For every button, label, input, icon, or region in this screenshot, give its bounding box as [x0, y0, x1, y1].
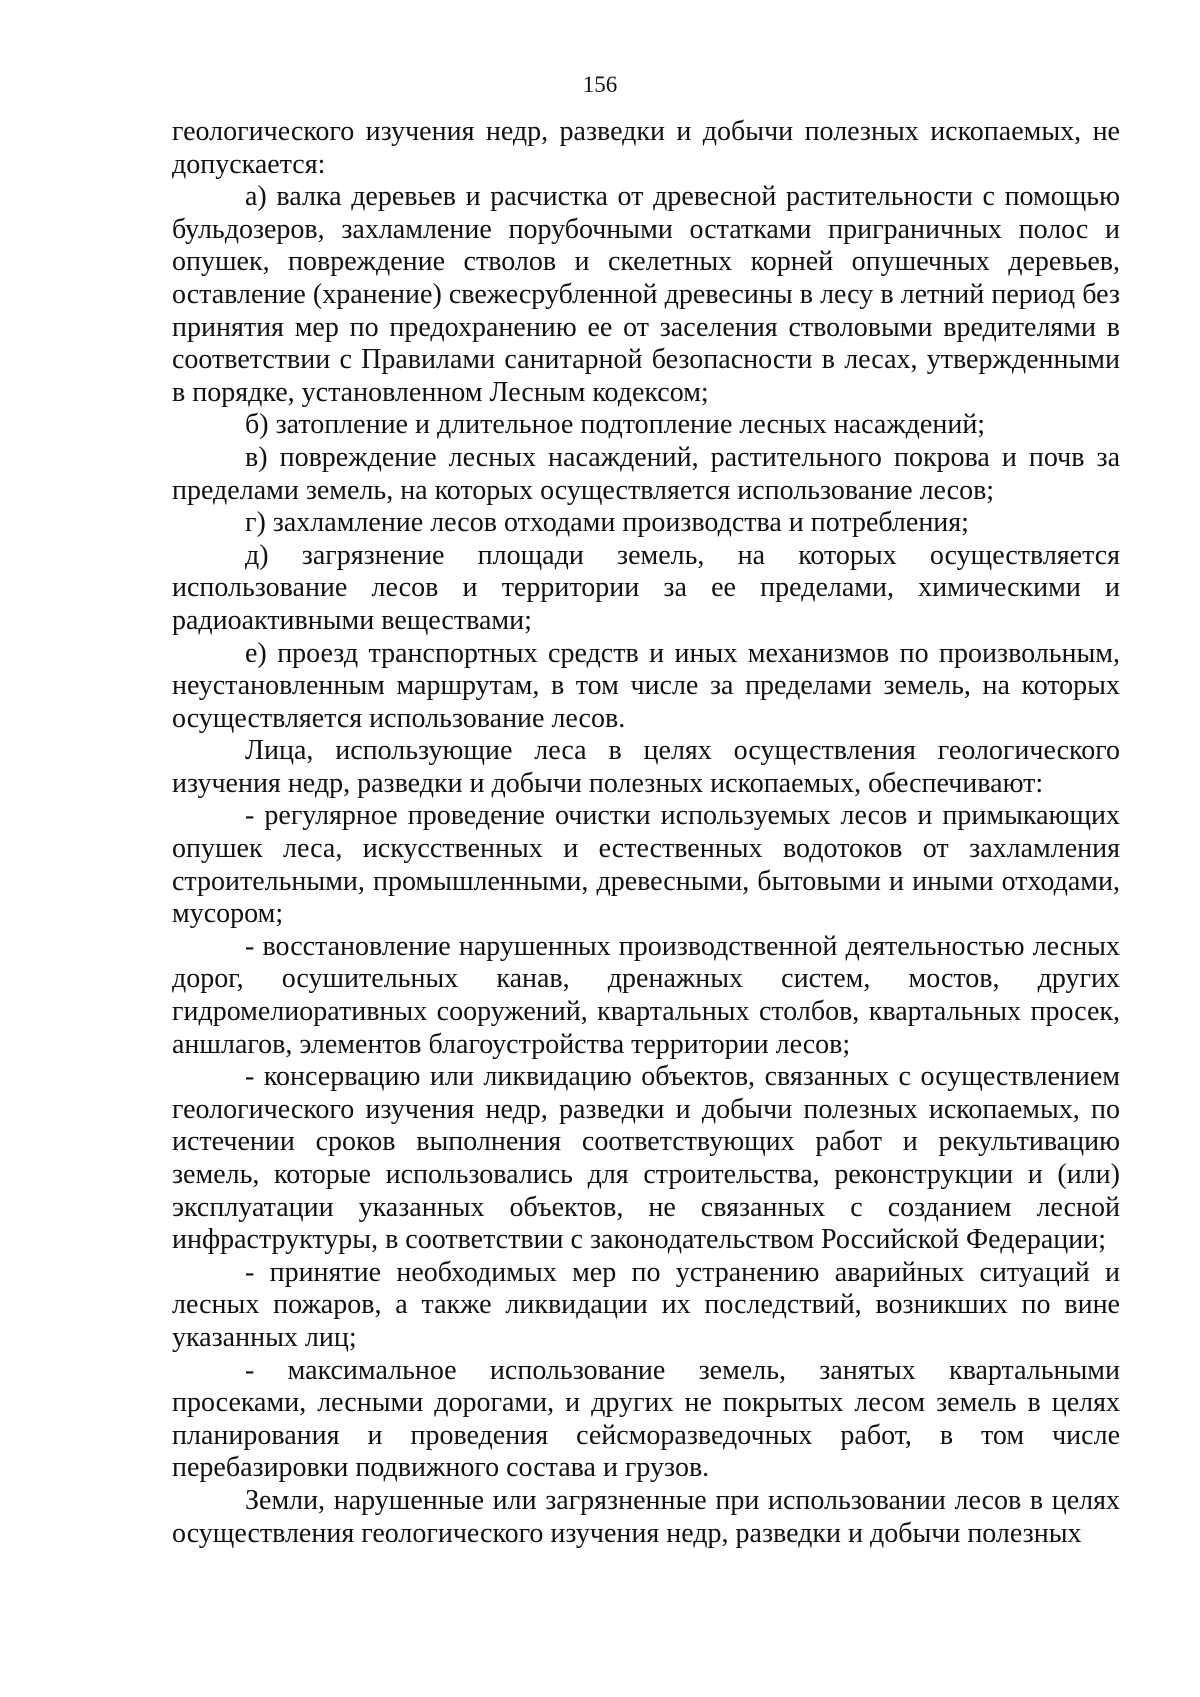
paragraph-disturbed-lands: Земли, нарушенные или загрязненные при использовании лесов в целях осуществления геологического изучения недр, разведки и добычи полезных — [172, 1484, 1120, 1549]
paragraph-item-d: д) загрязнение площади земель, на которых осуществляется использование лесов и территории за ее пределами, химическими и радиоактивными веществами; — [172, 539, 1120, 636]
paragraph-obligation-conservation: - консервацию или ликвидацию объектов, связанных с осуществлением геологического изучения недр, разведки и добычи полезных ископаемых, по истечении сроков выполнения соответствующих работ и рекультивацию земель, которые использовались для строительства, реконструкции и (или) эксплуатации указанных объектов, не связанных с созданием лесной инфраструктуры, в соответствии с законодательством Российской Федерации; — [172, 1061, 1120, 1256]
paragraph-item-g: г) захламление лесов отходами производства и потребления; — [245, 507, 969, 539]
document-body — [172, 116, 1120, 1550]
paragraph-obligations-intro: Лица, использующие леса в целях осуществления геологического изучения недр, разведки и добычи полезных ископаемых, обеспечивают: — [172, 735, 1120, 799]
page-number: 156 — [582, 72, 618, 97]
paragraph-item-b: б) затопление и длительное подтопление лесных насаждений; — [245, 409, 986, 441]
paragraph-continuation: геологического изучения недр, разведки и добычи полезных ископаемых, не допускается: — [172, 116, 1120, 180]
paragraph-obligation-land-use: - максимальное использование земель, занятых квартальными просеками, лесными дорогами, и других не покрытых лесом земель в целях планирования и проведения сейсморазведочных работ, в том числе перебазировки подвижного состава и грузов. — [172, 1354, 1120, 1484]
paragraph-item-e: е) проезд транспортных средств и иных механизмов по произвольным, неустановленным маршрутам, в том числе за пределами земель, на которых осуществляется использование лесов. — [172, 637, 1120, 734]
paragraph-item-v: в) повреждение лесных насаждений, растительного покрова и почв за пределами земель, на которых осуществляется использование лесов; — [172, 441, 1120, 506]
paragraph-item-a: а) валка деревьев и расчистка от древесной растительности с помощью бульдозеров, захламление порубочными остатками приграничных полос и опушек, повреждение стволов и скелетных корней опушечных деревьев, оставление (хранение) свежесрубленной древесины в лесу в летний период без принятия мер по предохранению ее от заселения стволовыми вредителями в соответствии с Правилами санитарной безопасности в лесах, утвержденными в порядке, установленном Лесным кодексом; — [172, 181, 1120, 408]
paragraph-obligation-emergency: - принятие необходимых мер по устранению аварийных ситуаций и лесных пожаров, а также ликвидации их последствий, возникших по вине указанных лиц; — [172, 1256, 1120, 1353]
paragraph-obligation-cleaning: - регулярное проведение очистки используемых лесов и примыкающих опушек леса, искусственных и естественных водотоков от захламления строительными, промышленными, древесными, бытовыми и иными отходами, мусором; — [172, 800, 1120, 930]
paragraph-obligation-restoration: - восстановление нарушенных производственной деятельностью лесных дорог, осушительных канав, дренажных систем, мостов, других гидромелиоративных сооружений, квартальных столбов, квартальных просек, аншлагов, элементов благоустройства территории лесов; — [172, 930, 1120, 1060]
